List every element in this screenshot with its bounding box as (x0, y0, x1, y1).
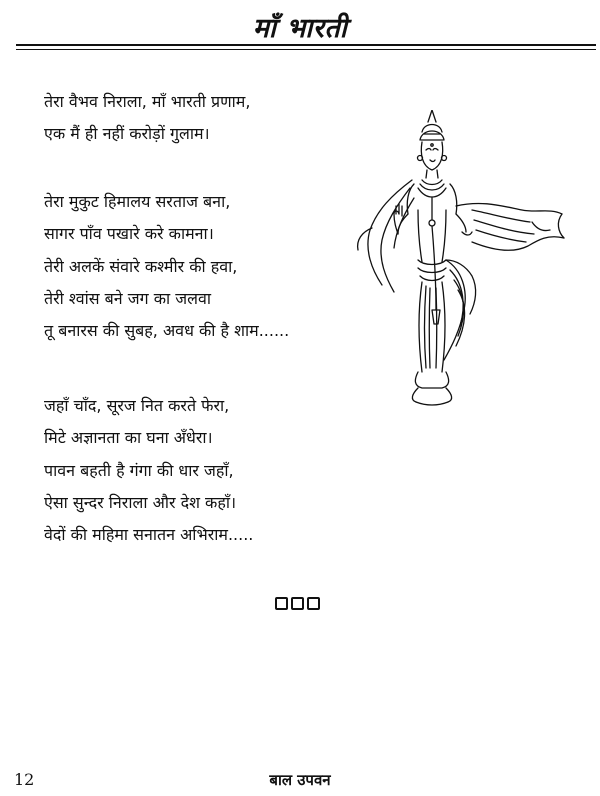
poem-line: पावन बहती है गंगा की धार जहाँ, (44, 460, 234, 480)
bharat-mata-line-drawing-icon (352, 110, 567, 410)
poem-line: वेदों की महिमा सनातन अभिराम..... (44, 525, 254, 545)
poem-line: मिटे अज्ञानता का घना अँधेरा। (44, 428, 213, 448)
poem-line: तेरी अलकें संवारे कश्मीर की हवा, (44, 256, 238, 276)
poem-line: तू बनारस की सुबह, अवध की है शाम...... (44, 321, 290, 341)
poem-line: एक मैं ही नहीं करोड़ों गुलाम। (44, 124, 210, 144)
square-ornament-icon (307, 597, 320, 610)
footer-book-title: बाल उपवन (269, 771, 331, 789)
page-title: माँ भारती (252, 13, 348, 44)
title-rule-thick (16, 44, 596, 46)
poem-line: सागर पाँव पखारे करे कामना। (44, 224, 214, 244)
page-number: 12 (14, 770, 35, 789)
poem-line: ऐसा सुन्दर निराला और देश कहाँ। (44, 492, 237, 512)
title-rule-thin (16, 49, 596, 50)
square-ornament-icon (275, 597, 288, 610)
poem-stanza-3 (44, 390, 253, 551)
three-square-ornament-icon (275, 597, 320, 610)
poem-stanza-2 (44, 186, 289, 347)
poem-stanza-1 (44, 86, 250, 151)
poem-line: तेरा मुकुट हिमालय सरताज बना, (44, 192, 231, 211)
square-ornament-icon (291, 597, 304, 610)
poem-line: तेरी श्वांस बने जग का जलवा (44, 288, 211, 308)
poem-line: जहाँ चाँद, सूरज नित करते फेरा, (44, 396, 230, 415)
poem-line: तेरा वैभव निराला, माँ भारती प्रणाम, (44, 92, 251, 111)
